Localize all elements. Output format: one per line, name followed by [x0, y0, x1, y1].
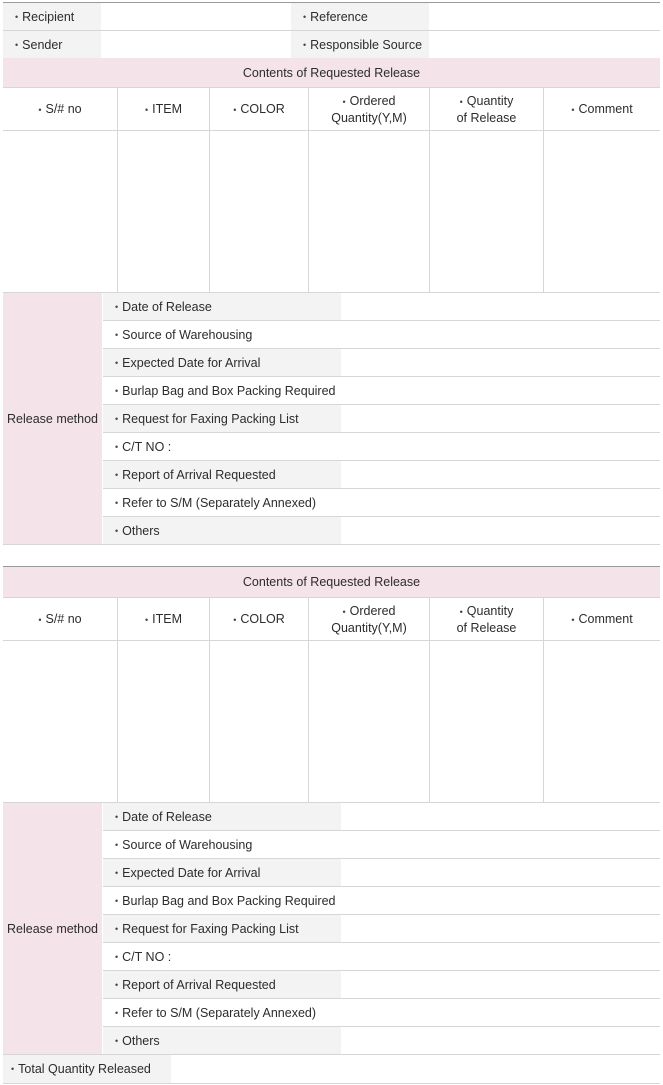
cell-quantity-of-release-input[interactable]: [430, 131, 543, 292]
option-refer-to-sm: [103, 999, 341, 1026]
bullet-icon: •: [115, 525, 119, 536]
column-header-text: S/# no: [45, 611, 82, 626]
responsible-source-field[interactable]: [429, 31, 660, 58]
option-text: Others: [122, 523, 160, 538]
column-header-text: ITEM: [152, 101, 182, 116]
bullet-icon: •: [115, 441, 119, 452]
option-value-field[interactable]: [341, 1027, 660, 1054]
option-refer-to-sm: [103, 489, 341, 516]
option-source-of-warehousing: [103, 831, 341, 858]
option-date-of-release: [103, 803, 341, 830]
bullet-icon: •: [571, 104, 575, 115]
option-text: Expected Date for Arrival: [122, 355, 261, 370]
column-header-text: Ordered: [349, 603, 396, 618]
reference-label-text: Reference: [310, 9, 368, 24]
column-header-text: Comment: [578, 611, 633, 626]
column-header-item: [118, 598, 209, 640]
option-report-of-arrival: [103, 971, 341, 998]
bullet-icon: •: [15, 39, 19, 50]
recipient-label-text: Recipient: [22, 9, 75, 24]
option-value-field[interactable]: [341, 433, 660, 460]
option-text: Expected Date for Arrival: [122, 865, 261, 880]
contents-title-text: Contents of Requested Release: [242, 575, 421, 589]
bullet-icon: •: [342, 606, 346, 617]
option-expected-date-for-arrival: [103, 859, 341, 886]
option-text: Request for Faxing Packing List: [122, 411, 299, 426]
option-value-field[interactable]: [341, 859, 660, 886]
bullet-icon: •: [115, 357, 119, 368]
bullet-icon: •: [303, 39, 307, 50]
option-value-field[interactable]: [341, 943, 660, 970]
bullet-icon: •: [115, 497, 119, 508]
option-text: Refer to S/M (Separately Annexed): [122, 495, 317, 510]
bullet-icon: •: [115, 413, 119, 424]
bullet-icon: •: [233, 104, 237, 115]
bullet-icon: •: [115, 329, 119, 340]
bullet-icon: •: [115, 811, 119, 822]
sender-label: [3, 31, 101, 58]
option-value-field[interactable]: [341, 915, 660, 942]
option-value-field[interactable]: [341, 887, 660, 914]
option-ct-no: [103, 943, 341, 970]
option-request-faxing-packing-list: [103, 405, 341, 432]
option-value-field[interactable]: [341, 999, 660, 1026]
bullet-icon: •: [233, 614, 237, 625]
column-header-text-line2: of Release: [456, 110, 517, 125]
option-value-field[interactable]: [341, 971, 660, 998]
option-value-field[interactable]: [341, 831, 660, 858]
option-text: Source of Warehousing: [122, 837, 253, 852]
option-text: Date of Release: [122, 299, 212, 314]
column-header-quantity-of-release: [430, 88, 543, 130]
column-header-text-line2: Quantity(Y,M): [331, 620, 407, 635]
release-method-label: [3, 293, 102, 544]
option-text: Burlap Bag and Box Packing Required: [122, 383, 336, 398]
total-quantity-label-text: Total Quantity Released: [18, 1062, 151, 1076]
bullet-icon: •: [459, 96, 463, 107]
option-value-field[interactable]: [341, 349, 660, 376]
option-value-field[interactable]: [341, 377, 660, 404]
option-source-of-warehousing: [103, 321, 341, 348]
column-header-text: Quantity: [466, 93, 514, 108]
column-header-sn: [3, 598, 117, 640]
cell-ordered-quantity-input[interactable]: [309, 131, 429, 292]
sender-label-text: Sender: [22, 37, 63, 52]
option-value-field[interactable]: [341, 803, 660, 830]
option-text: Others: [122, 1033, 160, 1048]
option-value-field[interactable]: [341, 461, 660, 488]
bullet-icon: •: [115, 923, 119, 934]
bullet-icon: •: [38, 104, 42, 115]
column-header-text: ITEM: [152, 611, 182, 626]
cell-comment-input[interactable]: [544, 131, 660, 292]
column-header-text: S/# no: [45, 101, 82, 116]
bullet-icon: •: [342, 96, 346, 107]
bullet-icon: •: [115, 1007, 119, 1018]
reference-label: [291, 3, 429, 30]
option-text: Report of Arrival Requested: [122, 467, 276, 482]
option-text: Burlap Bag and Box Packing Required: [122, 893, 336, 908]
bullet-icon: •: [115, 979, 119, 990]
release-method-label-text: Release method: [6, 921, 99, 936]
column-header-text: COLOR: [240, 101, 285, 116]
total-quantity-label: [3, 1055, 171, 1083]
option-expected-date-for-arrival: [103, 349, 341, 376]
bullet-icon: •: [303, 11, 307, 22]
option-text: Source of Warehousing: [122, 327, 253, 342]
cell-quantity-of-release-input[interactable]: [430, 641, 543, 802]
column-header-quantity-of-release: [430, 598, 543, 640]
column-header-text: Ordered: [349, 93, 396, 108]
bullet-icon: •: [144, 614, 149, 625]
column-header-color: [210, 598, 308, 640]
column-header-color: [210, 88, 308, 130]
cell-color-input[interactable]: [210, 641, 308, 802]
option-text: Request for Faxing Packing List: [122, 921, 299, 936]
bullet-icon: •: [115, 895, 119, 906]
bullet-icon: •: [115, 301, 119, 312]
column-header-text: Quantity: [466, 603, 514, 618]
column-header-ordered-quantity: [309, 88, 429, 130]
bullet-icon: •: [115, 1035, 119, 1046]
cell-sn-input[interactable]: [3, 641, 117, 802]
column-header-text-line2: of Release: [456, 620, 517, 635]
option-text: Report of Arrival Requested: [122, 977, 276, 992]
column-header-text: COLOR: [240, 611, 285, 626]
recipient-field[interactable]: [101, 3, 291, 30]
bullet-icon: •: [459, 606, 463, 617]
option-text: C/T NO :: [122, 949, 172, 964]
option-value-field[interactable]: [341, 489, 660, 516]
bullet-icon: •: [571, 614, 575, 625]
contents-title: [3, 567, 660, 597]
option-report-of-arrival: [103, 461, 341, 488]
option-value-field[interactable]: [341, 321, 660, 348]
bullet-icon: •: [115, 469, 119, 480]
option-others: [103, 1027, 341, 1054]
option-burlap-bag-box-packing: [103, 377, 341, 404]
option-text: Date of Release: [122, 809, 212, 824]
option-value-field[interactable]: [341, 517, 660, 544]
cell-color-input[interactable]: [210, 131, 308, 292]
option-value-field[interactable]: [341, 293, 660, 320]
cell-item-input[interactable]: [118, 641, 209, 802]
reference-field[interactable]: [429, 3, 660, 30]
column-header-comment: [544, 88, 660, 130]
option-text: Refer to S/M (Separately Annexed): [122, 1005, 317, 1020]
bullet-icon: •: [115, 839, 119, 850]
option-request-faxing-packing-list: [103, 915, 341, 942]
bullet-icon: •: [115, 951, 119, 962]
bullet-icon: •: [15, 11, 19, 22]
bullet-icon: •: [144, 104, 149, 115]
column-header-comment: [544, 598, 660, 640]
release-method-label-text: Release method: [6, 411, 99, 426]
option-text: C/T NO :: [122, 439, 172, 454]
column-header-text: Comment: [578, 101, 633, 116]
cell-comment-input[interactable]: [544, 641, 660, 802]
bullet-icon: •: [115, 385, 119, 396]
sender-field[interactable]: [101, 31, 291, 58]
total-quantity-field[interactable]: [171, 1055, 660, 1083]
recipient-label: [3, 3, 101, 30]
responsible-source-label-text: Responsible Source: [310, 37, 423, 52]
column-header-item: [118, 88, 209, 130]
option-ct-no: [103, 433, 341, 460]
cell-sn-input[interactable]: [3, 131, 117, 292]
release-method-label: [3, 803, 102, 1054]
cell-item-input[interactable]: [118, 131, 209, 292]
column-header-sn: [3, 88, 117, 130]
cell-ordered-quantity-input[interactable]: [309, 641, 429, 802]
option-burlap-bag-box-packing: [103, 887, 341, 914]
column-header-ordered-quantity: [309, 598, 429, 640]
responsible-source-label: [291, 31, 429, 58]
option-value-field[interactable]: [341, 405, 660, 432]
bullet-icon: •: [115, 867, 119, 878]
option-date-of-release: [103, 293, 341, 320]
contents-title: [3, 58, 660, 87]
bullet-icon: •: [38, 614, 42, 625]
bullet-icon: •: [11, 1064, 15, 1074]
contents-title-text: Contents of Requested Release: [242, 65, 421, 80]
option-others: [103, 517, 341, 544]
column-header-text-line2: Quantity(Y,M): [331, 110, 407, 125]
